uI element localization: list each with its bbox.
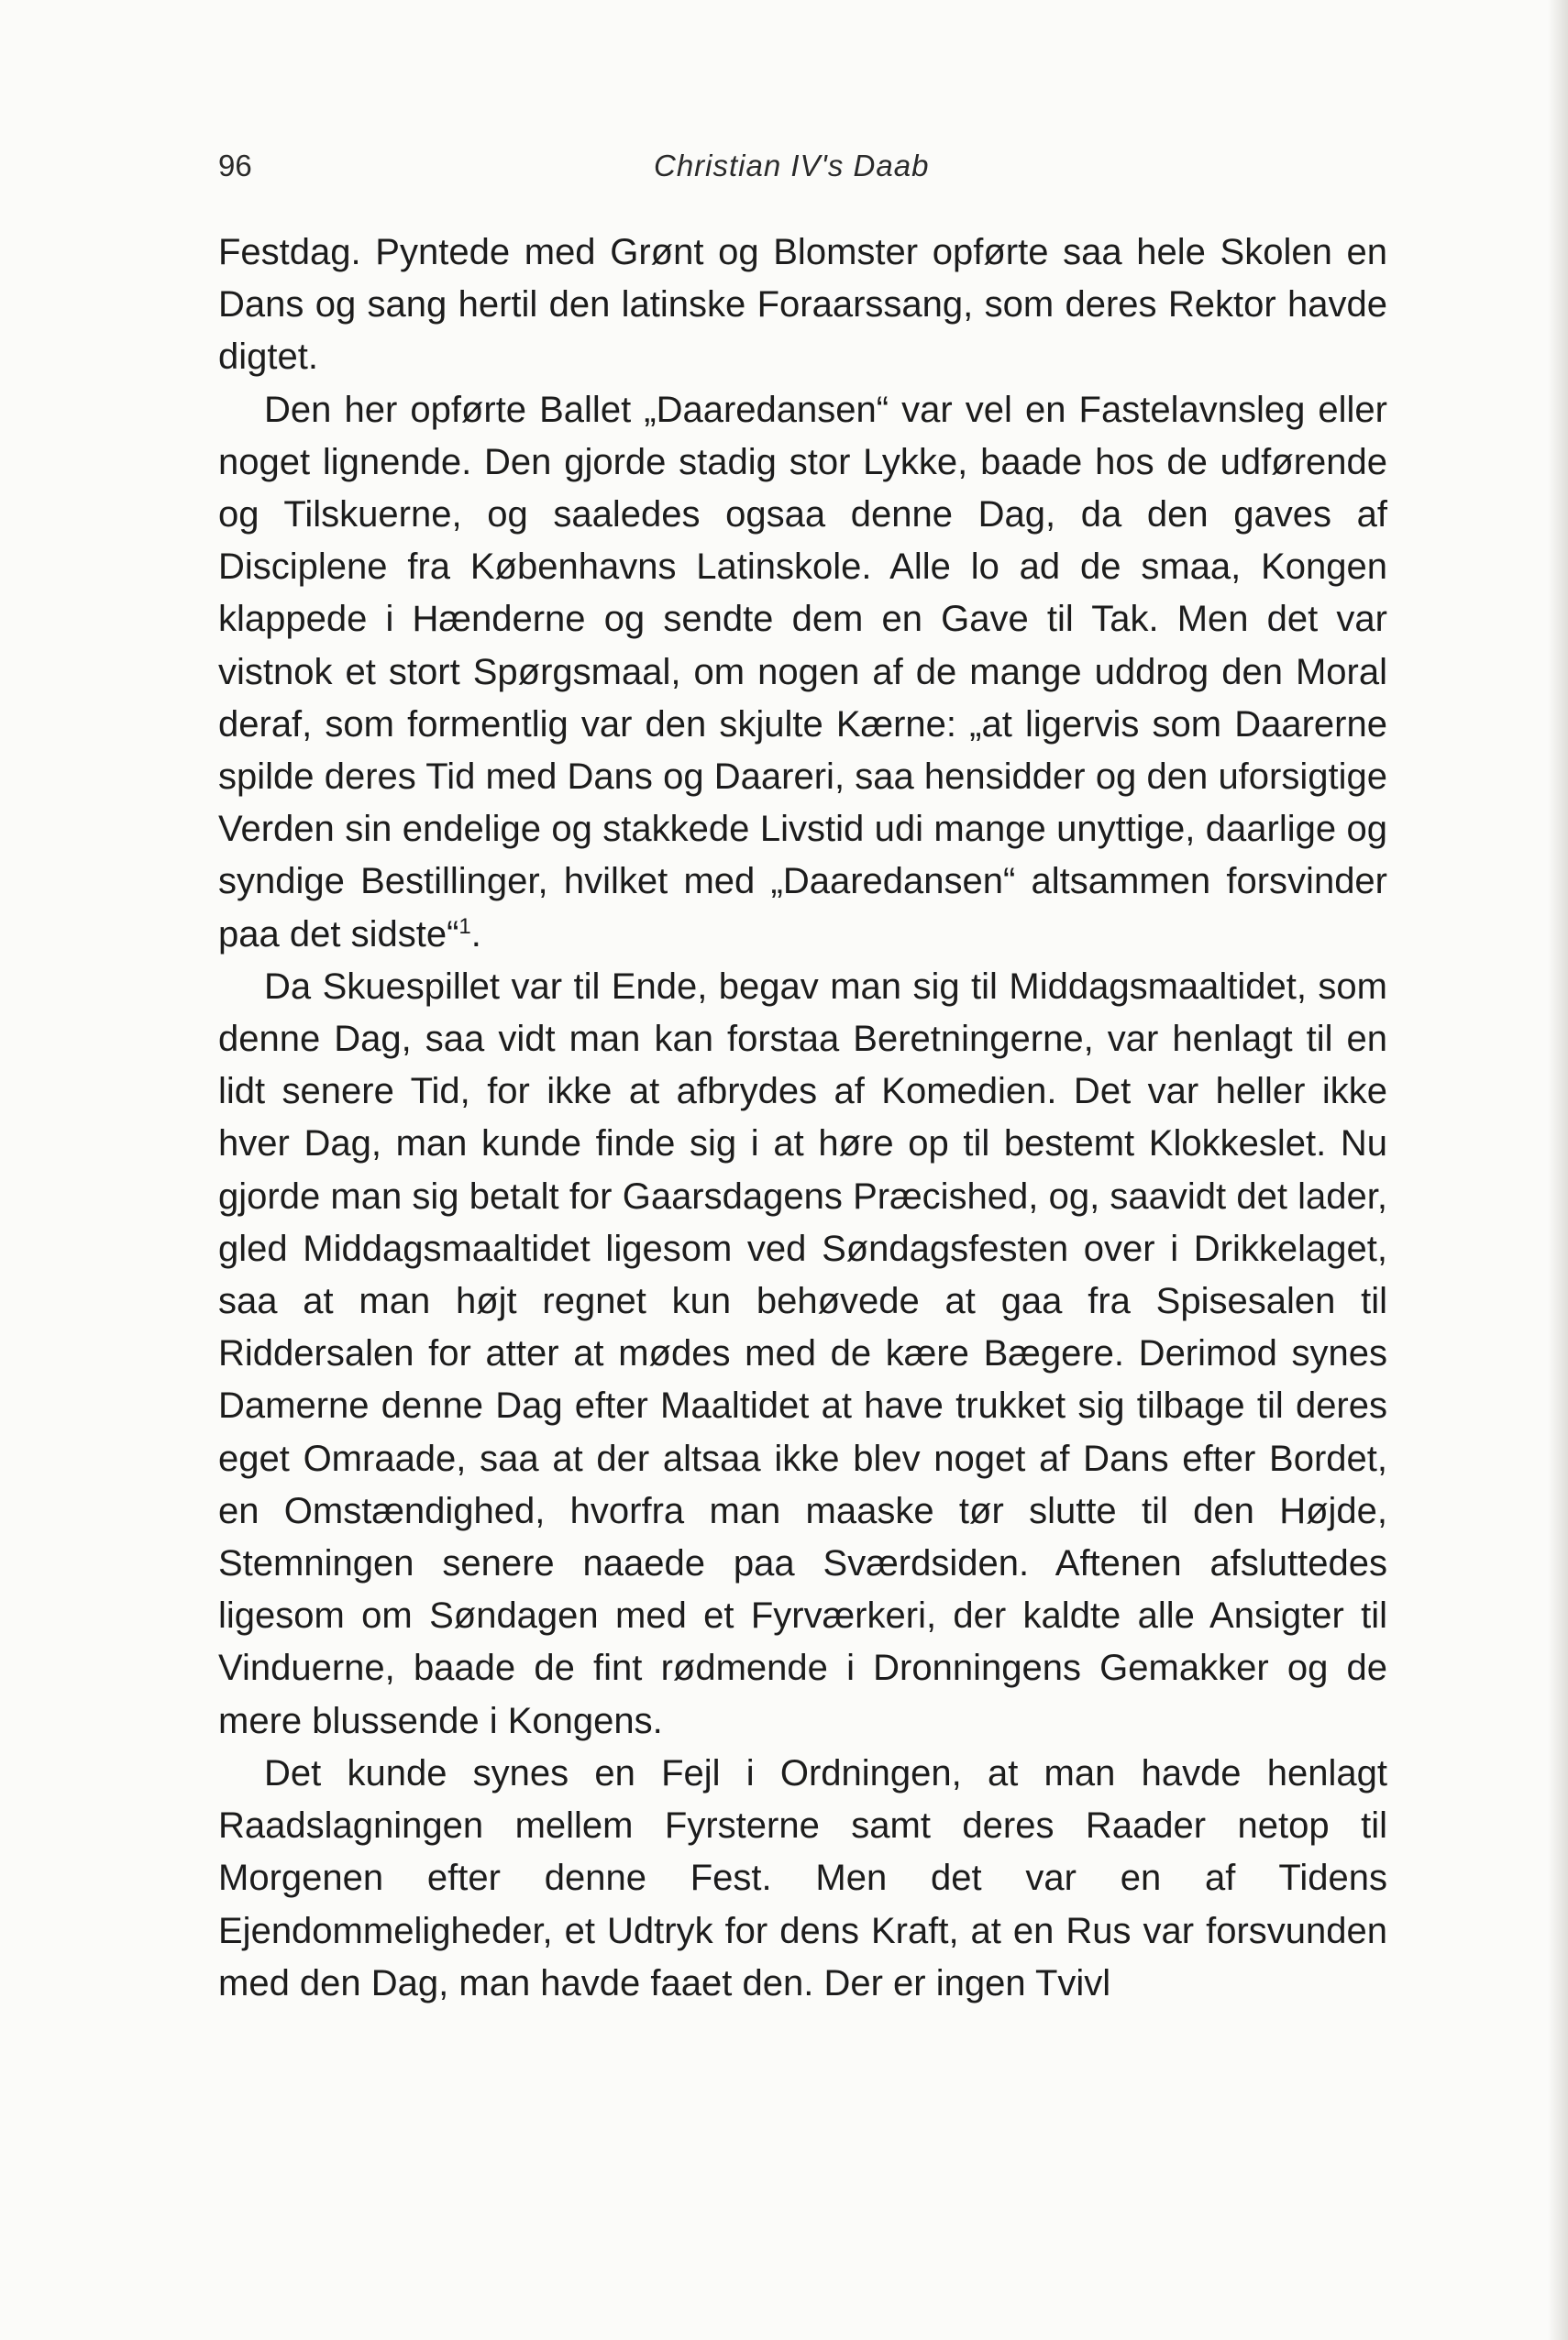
- paragraph-continuation: Festdag. Pyntede med Grønt og Blomster opførte saa hele Skolen en Dans og sang hertil den latinske Foraarssang, som deres Rektor havde digtet.: [218, 232, 1387, 378]
- page-number: 96: [218, 149, 252, 182]
- paragraph-raadslagning: Det kunde synes en Fejl i Ordningen, at man havde henlagt Raadslagningen mellem Fyrsterne samt deres Raader netop til Morgenen efter denne Fest. Men det var en af Tidens Ejendommeligheder, et Udtryk for dens Kraft, at en Rus var forsvunden med den Dag, man havde faaet den. Der er ingen Tvivl: [218, 1752, 1387, 2003]
- paragraph-middagsmaaltid: Da Skuespillet var til Ende, begav man sig til Middagsmaaltidet, som denne Dag, saa vidt man kan forstaa Beretningerne, var henlagt til en lidt senere Tid, for ikke at afbrydes af Komedien. Det var heller ikke hver Dag, man kunde finde sig i at høre op til bestemt Klokkeslet. Nu gjorde man sig betalt for Gaarsdagens Præcished, og, saavidt det lader, gled Middagsmaaltidet ligesom ved Søndagsfesten over i Drikkelaget, saa at man højt regnet kun behøvede at gaa fra Spisesalen til Riddersalen for atter at mødes med de kære Bægere. Derimod synes Damerne denne Dag efter Maaltidet at have trukket sig tilbage til deres eget Omraade, saa at der altsaa ikke blev noget af Dans efter Bordet, en Omstændighed, hvorfra man maaske tør slutte til den Højde, Stemningen senere naaede paa Sværdsiden. Aftenen afsluttedes ligesom om Søndagen med et Fyrværkeri, der kaldte alle Ansigter til Vinduerne, baade de fint rødmende i Dronningens Gemakker og de mere blussende i Kongens.: [218, 966, 1387, 1741]
- running-header: [218, 149, 1387, 194]
- page-edge-shadow: [1548, 0, 1568, 2340]
- paragraph-daaredansen: [218, 384, 1387, 961]
- running-title: Christian IV's Daab: [654, 149, 930, 182]
- body-text: [218, 226, 1387, 2010]
- paragraph-tail: .: [470, 913, 481, 955]
- footnote-reference: 1: [458, 913, 471, 939]
- paragraph-text: Den her opførte Ballet „Daaredansen“ var vel en Fastelavnsleg eller noget lignende. Den gjorde stadig stor Lykke, baade hos de udførende og Tilskuerne, og saaledes ogsaa denne Dag, da den gaves af Disciplene fra Københavns Latinskole. Alle lo ad de smaa, Kongen klappede i Hænderne og sendte dem en Gave til Tak. Men det var vistnok et stort Spørgsmaal, om nogen af de mange uddrog den Moral deraf, som formentlig var den skjulte Kærne: „at ligervis som Daarerne spilde deres Tid med Dans og Daareri, saa hensidder og den uforsigtige Verden sin endelige og stakkede Livstid udi mange unyttige, daarlige og syndige Bestillinger, hvilket med „Daaredansen“ altsammen forsvinder paa det sidste“: [218, 389, 1387, 955]
